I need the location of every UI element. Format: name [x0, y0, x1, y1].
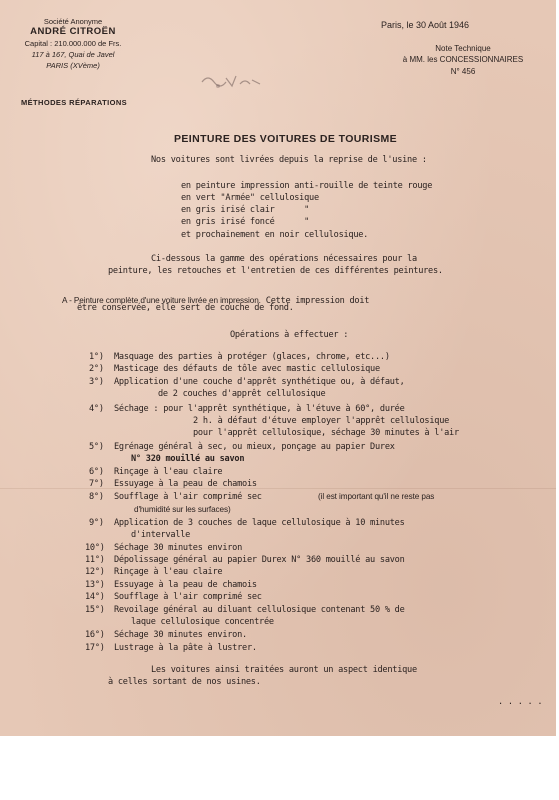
operation-text: Masticage des défauts de tôle avec mastic cellulosique	[114, 364, 380, 374]
operation-number: 1°)	[89, 352, 104, 362]
operation-text: pour l'apprêt cellulosique, séchage 30 minutes à l'air	[193, 428, 459, 438]
operation-text: Dépolissage général au papier Durex N° 360 mouillé au savon	[114, 555, 405, 565]
paper-fold-line	[0, 488, 556, 489]
operation-number: 11°)	[85, 555, 105, 565]
operation-text: Application de 3 couches de laque cellulosique à 10 minutes	[114, 518, 405, 528]
section-a-heading: A - Peinture complète d'une voiture livrée en impression.	[62, 296, 261, 305]
operation-number: 14°)	[85, 592, 105, 602]
company-type: Société Anonyme	[43, 17, 103, 26]
closing-line: Les voitures ainsi traitées auront un aspect identique	[151, 665, 417, 675]
finish-item: et prochainement en noir cellulosique.	[181, 230, 369, 240]
operation-number: 4°)	[89, 404, 104, 414]
operation-text: Séchage : pour l'apprêt synthétique, à l'étuve à 60°, durée	[114, 404, 405, 414]
operation-text: Essuyage à la peau de chamois	[114, 580, 257, 590]
department-label: MÉTHODES RÉPARATIONS	[21, 98, 128, 107]
note-type: Note Technique	[435, 44, 491, 53]
operation-note: d'humidité sur les surfaces)	[134, 505, 231, 514]
finish-item: en vert "Armée" cellulosique	[181, 193, 319, 203]
range-paragraph-line: Ci-dessous la gamme des opérations nécessaires pour la	[151, 254, 417, 264]
operation-number: 12°)	[85, 567, 105, 577]
company-capital: Capital : 210.000.000 de Frs.	[24, 39, 122, 48]
operation-text: laque cellulosique concentrée	[131, 617, 274, 627]
faded-stamp-mark	[196, 70, 266, 92]
operation-number: 15°)	[85, 605, 105, 615]
operation-text: Essuyage à la peau de chamois	[114, 479, 257, 489]
company-address: 117 à 167, Quai de Javel	[31, 50, 115, 59]
company-city: PARIS (XVème)	[46, 61, 100, 70]
operation-text: 2 h. à défaut d'étuve employer l'apprêt cellulosique	[193, 416, 450, 426]
operation-text: N° 320 mouillé au savon	[131, 454, 245, 464]
company-name: ANDRÉ CITROËN	[30, 26, 116, 37]
operation-number: 3°)	[89, 377, 104, 387]
finish-item: en gris irisé foncé "	[181, 217, 310, 227]
operation-text: Séchage 30 minutes environ	[114, 543, 243, 553]
operation-note: (il est important qu'il ne reste pas	[318, 492, 435, 501]
operation-text: Application d'une couche d'apprêt synthétique ou, à défaut,	[114, 377, 405, 387]
note-recipients: à MM. les CONCESSIONNAIRES	[402, 55, 524, 64]
continuation-dots: . . . . .	[498, 697, 543, 707]
operations-heading: Opérations à effectuer :	[230, 330, 349, 340]
operation-number: 5°)	[89, 442, 104, 452]
operation-text: Séchage 30 minutes environ.	[114, 630, 247, 640]
closing-line: à celles sortant de nos usines.	[108, 677, 261, 687]
operation-text: Rinçage à l'eau claire	[114, 567, 223, 577]
section-a-text: être conservée, elle sert de couche de fond.	[77, 303, 294, 313]
operation-text: de 2 couches d'apprêt cellulosique	[158, 389, 326, 399]
operation-number: 9°)	[89, 518, 104, 528]
note-number: N° 456	[450, 67, 476, 76]
operation-number: 17°)	[85, 643, 105, 653]
operation-text: Revoilage général au diluant cellulosique contenant 50 % de	[114, 605, 405, 615]
operation-text: Rinçage à l'eau claire	[114, 467, 223, 477]
section-a-text: Cette impression doit	[260, 296, 370, 306]
document-title: PEINTURE DES VOITURES DE TOURISME	[174, 133, 398, 145]
operation-text: Egrénage général à sec, ou mieux, ponçage au papier Durex	[114, 442, 395, 452]
operation-number: 2°)	[89, 364, 104, 374]
operation-text: d'intervalle	[131, 530, 191, 540]
finish-item: en peinture impression anti-rouille de teinte rouge	[181, 181, 433, 191]
operation-text: Lustrage à la pâte à lustrer.	[114, 643, 257, 653]
operation-number: 16°)	[85, 630, 105, 640]
document-date: Paris, le 30 Août 1946	[381, 20, 470, 30]
range-paragraph-line: peinture, les retouches et l'entretien de ces différentes peintures.	[108, 266, 443, 276]
operation-text: Masquage des parties à protéger (glaces, chrome, etc...)	[114, 352, 390, 362]
operation-text: Soufflage à l'air comprimé sec	[114, 592, 262, 602]
operation-text: Soufflage à l'air comprimé sec	[114, 492, 262, 502]
operation-number: 8°)	[89, 492, 104, 502]
operation-number: 6°)	[89, 467, 104, 477]
intro-line: Nos voitures sont livrées depuis la reprise de l'usine :	[151, 155, 427, 165]
operation-number: 10°)	[85, 543, 105, 553]
finish-item: en gris irisé clair "	[181, 205, 310, 215]
operation-number: 7°)	[89, 479, 104, 489]
operation-number: 13°)	[85, 580, 105, 590]
